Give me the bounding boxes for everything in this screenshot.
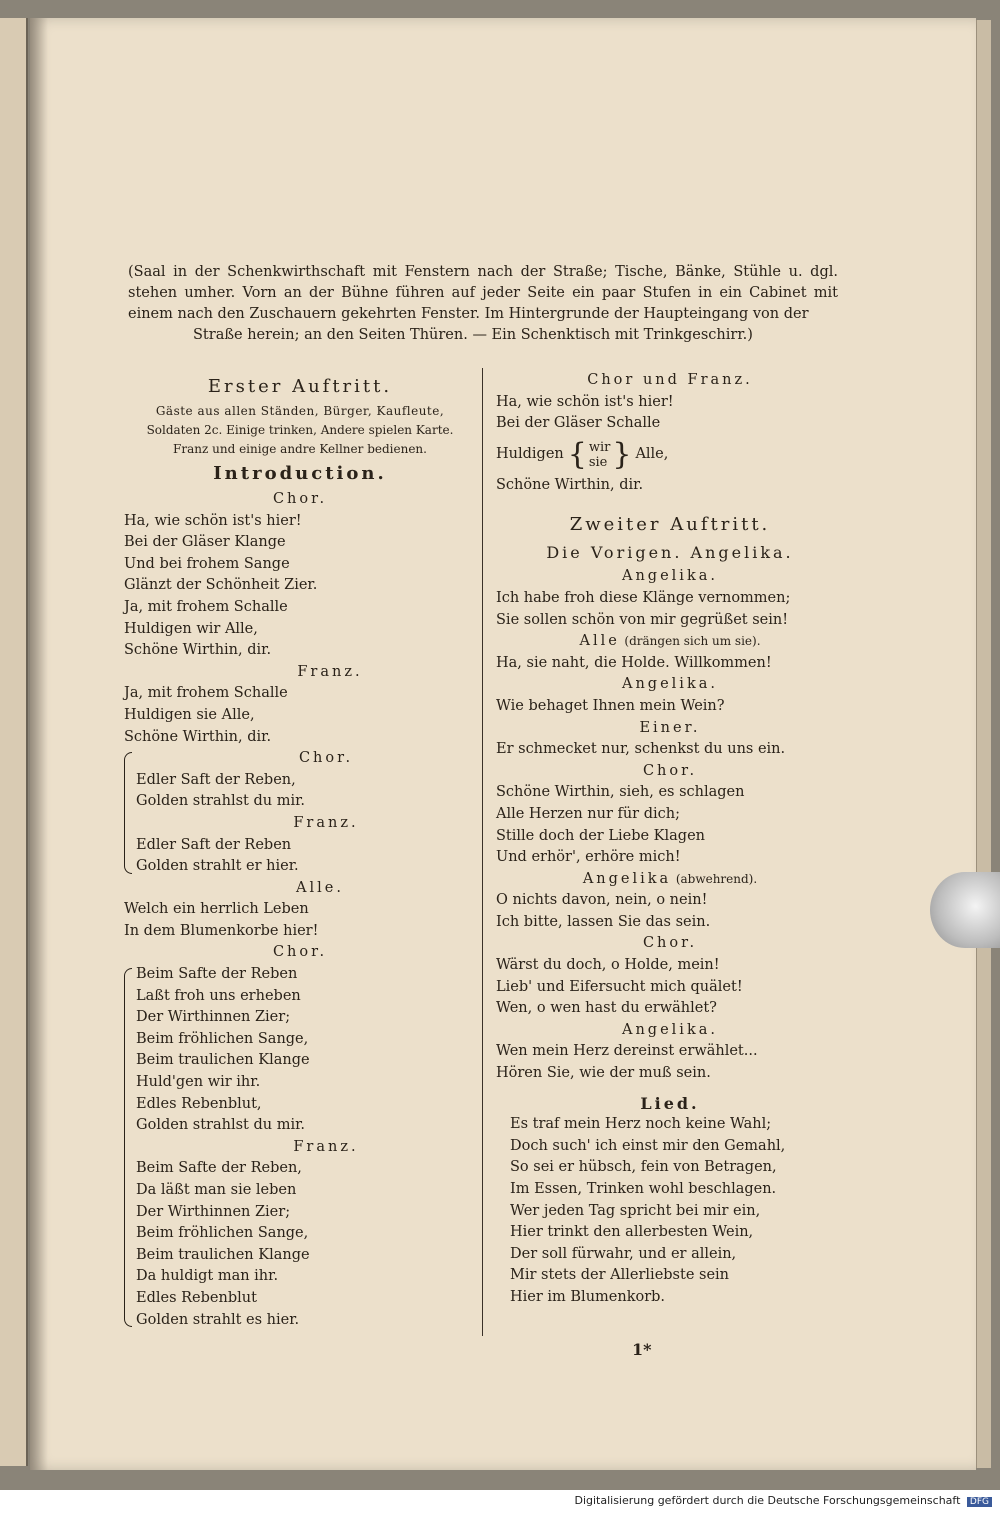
verse-line: Huldigen wir Alle, [124,620,258,637]
verse-line: Alle Herzen nur für dich; [496,805,680,822]
verse-line: Der Wirthinnen Zier; [136,1009,291,1026]
verse [136,835,476,878]
speaker: Alle [579,633,620,650]
verse-line: Lieb' und Eifersucht mich quälet! [496,978,743,995]
thumb-tab [930,872,1000,948]
verse-line: Golden strahlst du mir. [136,793,306,810]
column-divider [482,368,483,1336]
dfg-logo: DFG [967,1497,992,1507]
verse-line: Und erhör', erhöre mich! [496,849,681,866]
brace-open: { [567,436,587,472]
verse-line: Wen, o wen hast du erwählet? [496,1000,717,1017]
verse-line: Huld'gen wir ihr. [136,1074,261,1091]
speaker: Alle. [296,879,344,896]
verse-line: Mir stets der Allerliebste sein [510,1267,730,1284]
verse-line: Edler Saft der Reben [136,836,292,853]
verse [136,1158,476,1331]
verse-line: Edler Saft der Reben, [136,771,296,788]
verse-line: Bei der Gläser Schalle [496,415,661,432]
brace-close: } [612,436,632,472]
verse [496,1041,844,1084]
bracketed-verse [124,748,476,878]
verse-line: Stille doch der Liebe Klagen [496,827,705,844]
speaker: Chor und Franz. [587,372,753,388]
huldigen-word: Huldigen [496,445,564,462]
verse [136,964,476,1137]
verse-line: O nichts davon, nein, o nein! [496,892,708,909]
verse-line: Laßt froh uns erheben [136,987,301,1004]
verse [496,392,844,435]
song-verse [496,1114,844,1308]
verse-line: Hier im Blumenkorb. [510,1288,666,1305]
verse-line: Golden strahlst du mir. [136,1117,306,1134]
speaker: Angelika [582,870,672,887]
verse-line: Ha, sie naht, die Holde. Willkommen! [496,654,772,671]
verse [496,890,844,933]
verse-line: Sie sollen schön von mir gegrüßet sein! [496,611,789,628]
speaker: Angelika. [622,568,718,585]
cast-line: Franz und einige andre Kellner bedienen. [173,442,427,456]
verse-line: Er schmecket nur, schenkst du uns ein. [496,741,786,758]
page-edge [976,20,991,1468]
verse-line: Ha, wie schön ist's hier! [124,512,302,529]
verse-line: In dem Blumenkorbe hier! [124,922,319,939]
speaker: Angelika. [622,1021,718,1038]
verse-line: Ich habe froh diese Klänge vernommen; [496,589,791,606]
alle-word: Alle, [635,445,669,462]
cast-line: Die Vorigen. Angelika. [546,543,794,563]
verse [496,955,844,1020]
verse-line: Welch ein herrlich Leben [124,901,309,918]
stage-direction [128,262,838,346]
speaker: Chor. [298,750,354,767]
speaker-with-direction [496,869,844,891]
footer-credit [574,1494,992,1507]
verse-line: Ja, mit frohem Schalle [124,598,288,615]
verse-line: Beim fröhlichen Sange, [136,1225,309,1242]
left-column [124,372,476,1331]
verse-line: Beim traulichen Klange [136,1052,310,1069]
wir-sie-stack [589,440,611,470]
verse-line: Glänzt der Schönheit Zier. [124,577,318,594]
verse-line: Hier trinkt den allerbesten Wein, [510,1224,754,1241]
song-heading: Lied. [640,1093,700,1113]
stage-direction-text: (Saal in der Schenkwirthschaft mit Fenstern nach der Straße; Tische, Bänke, Stühle u. dgl. stehen umher. Vorn an der Bühne führen auf jeder Seite ein paar Stufen in ein Cabinet mit einem nach den Zuschauern gekehrten Fenster. Im Hintergrunde der Haupteingang von der [128,264,838,322]
verse-line: Golden strahlt er hier. [136,858,299,875]
verse [496,588,844,631]
verse-line: Da läßt man sie leben [136,1182,297,1198]
scene-title: Erster Auftritt. [207,376,393,397]
verse-line: Ha, wie schön ist's hier! [496,393,674,410]
verse-line: Der soll fürwahr, und er allein, [510,1245,737,1262]
previous-page-edge [0,18,28,1466]
verse [124,511,476,662]
sie-option: sie [588,454,608,470]
huldigen-line [496,435,844,475]
spine-shadow [30,18,48,1470]
speaker: Franz. [297,663,363,680]
verse-line: Ja, mit frohem Schalle [124,685,288,702]
scene-title: Zweiter Auftritt. [569,514,771,536]
verse-line: Schöne Wirthin, dir. [496,476,644,493]
speaker: Chor. [272,491,328,507]
speaker: Einer. [639,719,701,736]
verse-line: Schöne Wirthin, dir. [124,728,272,745]
speaker: Chor. [272,944,328,961]
page-number: 1* [632,1340,652,1359]
verse-line: Beim fröhlichen Sange, [136,1030,309,1047]
verse [124,683,476,748]
speaker: Chor. [642,935,698,952]
verse-line: Wer jeden Tag spricht bei mir ein, [510,1202,761,1219]
verse-line: Beim traulichen Klange [136,1246,310,1263]
verse-line: Golden strahlt es hier. [136,1311,300,1328]
cast-line: Soldaten 2c. Einige trinken, Andere spielen Karte. [146,423,454,437]
verse-line: Wen mein Herz dereinst erwählet... [496,1043,758,1060]
verse-line: Bei der Gläser Klange [124,534,286,551]
stage-direction-inline: (drängen sich um sie). [624,634,761,649]
stage-direction-inline: (abwehrend). [675,871,758,886]
verse-line: Schöne Wirthin, dir. [124,642,272,659]
stage-direction-last-line: Straße herein; an den Seiten Thüren. — Ein Schenktisch mit Trinkgeschirr.) [193,327,753,343]
footer-text: Digitalisierung gefördert durch die Deutsche Forschungsgemeinschaft [574,1494,961,1507]
verse-line: Im Essen, Trinken wohl beschlagen. [510,1181,777,1197]
verse-line: Edles Rebenblut [136,1289,257,1306]
verse-line: Wärst du doch, o Holde, mein! [496,957,720,974]
verse [136,770,476,813]
verse-line: Beim Safte der Reben, [136,1160,302,1177]
verse [124,899,476,942]
verse [496,782,844,868]
speaker: Franz. [293,1138,359,1155]
verse-line: Schöne Wirthin, sieh, es schlagen [496,784,745,801]
speaker: Angelika. [622,676,718,693]
verse-line: Der Wirthinnen Zier; [136,1203,291,1220]
right-column [496,370,844,1309]
verse-line: Ich bitte, lassen Sie das sein. [496,913,711,930]
speaker-with-direction [496,631,844,653]
section-heading: Introduction. [213,463,387,484]
verse-line: Wie behaget Ihnen mein Wein? [496,697,725,714]
wir-option: wir [588,439,611,455]
verse-line: Es traf mein Herz noch keine Wahl; [510,1116,772,1133]
verse-line: Hören Sie, wie der muß sein. [496,1065,711,1082]
verse-line: Da huldigt man ihr. [136,1268,279,1285]
cast-line: Gäste aus allen Ständen, Bürger, Kaufleute, [155,404,445,418]
verse-line: Doch such' ich einst mir den Gemahl, [510,1137,786,1154]
verse-line: Edles Rebenblut, [136,1095,262,1112]
speaker: Franz. [293,814,359,831]
verse-line: Und bei frohem Sange [124,555,290,572]
verse-line: Beim Safte der Reben [136,966,298,983]
speaker: Chor. [642,762,698,779]
verse-line: So sei er hübsch, fein von Betragen, [510,1159,777,1176]
verse-line: Huldigen sie Alle, [124,706,255,723]
bracketed-verse [124,964,476,1331]
